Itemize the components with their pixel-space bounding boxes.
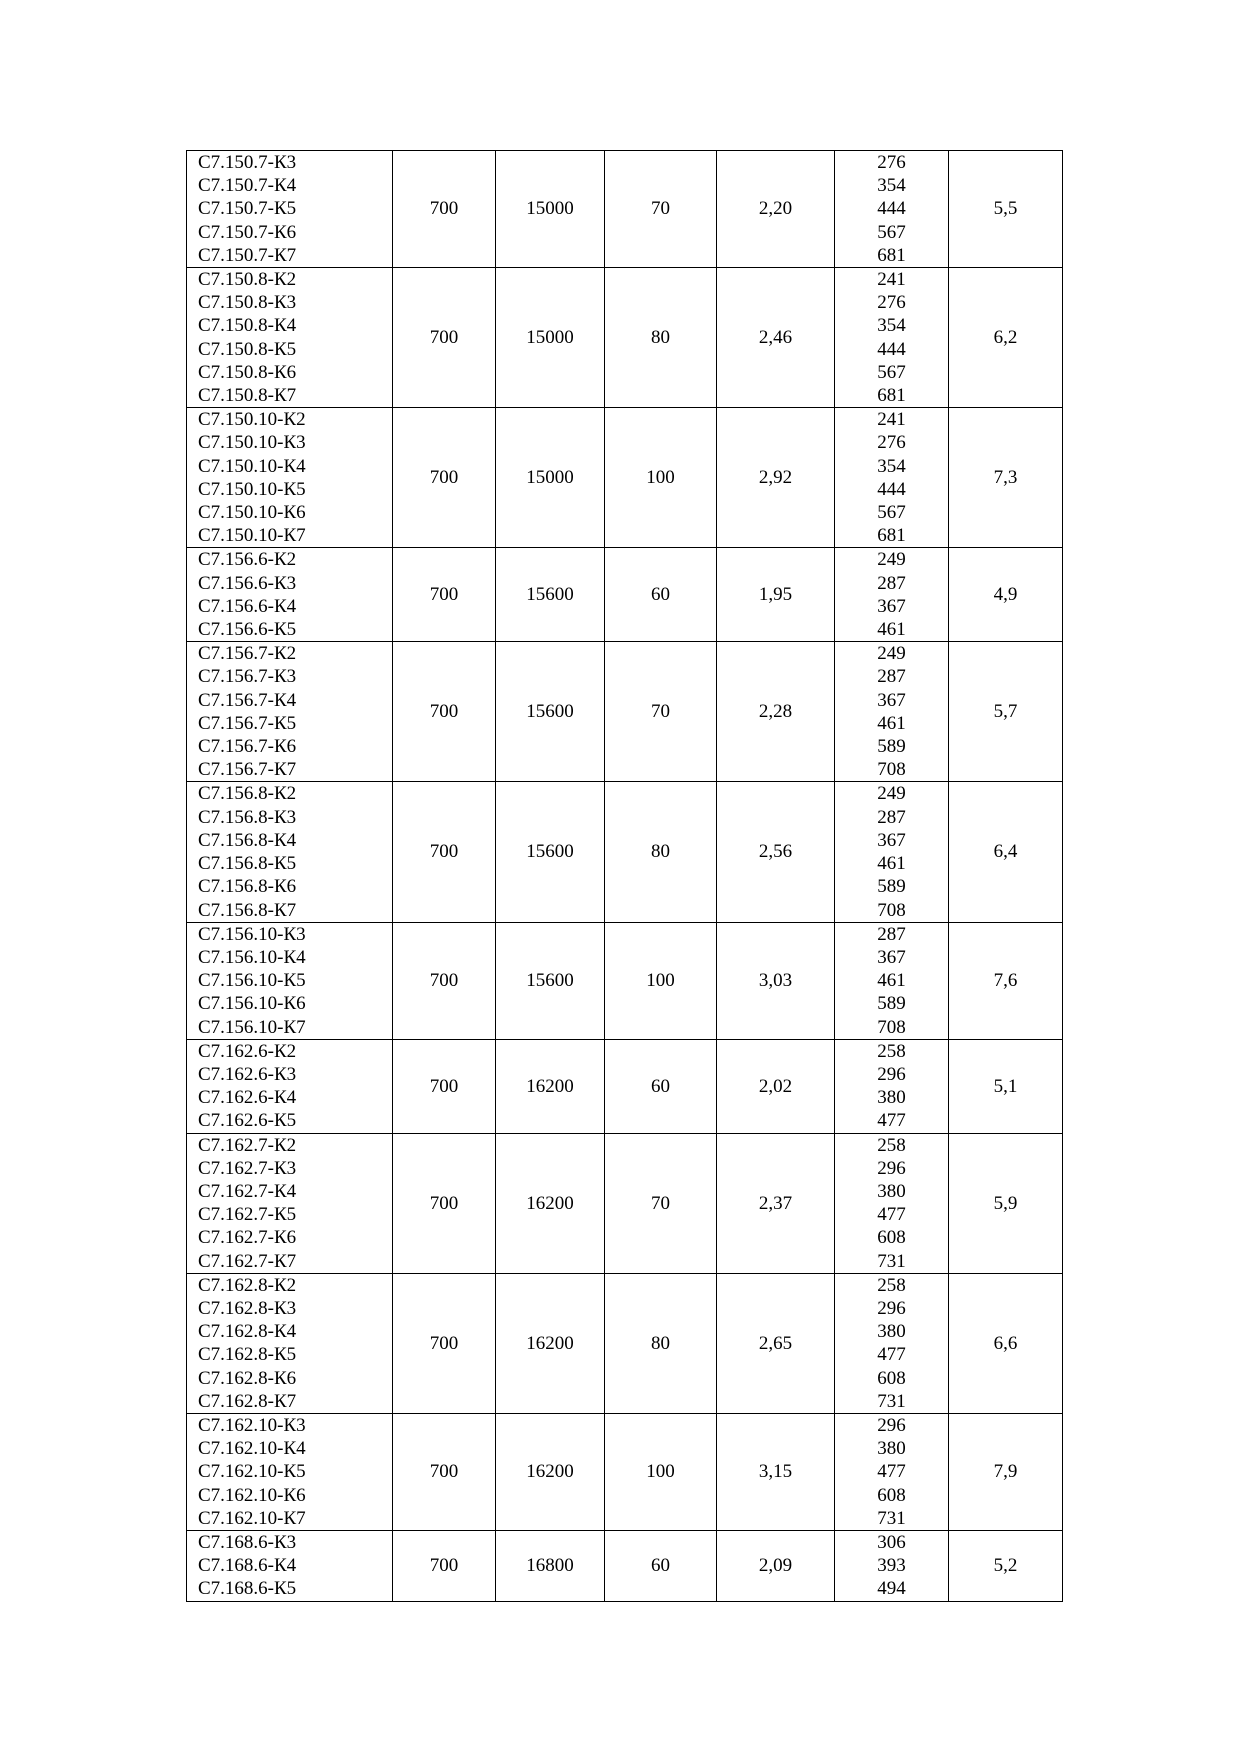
product-code: С7.156.8-К5: [198, 853, 297, 875]
load-value: 380: [877, 1087, 906, 1109]
load-value: 681: [877, 244, 906, 266]
load-value: 589: [877, 993, 906, 1015]
specification-table: [186, 150, 1063, 1602]
load-value: 444: [877, 478, 906, 500]
product-code: С7.162.10-К3: [198, 1414, 306, 1436]
product-code: С7.162.6-К5: [198, 1110, 297, 1132]
load-values-cell: [835, 151, 949, 268]
load-value: 708: [877, 759, 906, 781]
value-cell: 2,28: [717, 642, 835, 782]
load-value: 477: [877, 1461, 906, 1483]
value-cell: 2,65: [717, 1273, 835, 1413]
table-row: [187, 642, 1063, 782]
product-code: С7.150.7-К6: [198, 221, 297, 243]
length-cell: 15000: [496, 408, 605, 548]
table-row: [187, 782, 1063, 922]
product-code: С7.150.10-К5: [198, 478, 306, 500]
value-cell: 5,9: [949, 1133, 1063, 1273]
product-code: С7.156.7-К2: [198, 643, 297, 665]
value-cell: 5,5: [949, 151, 1063, 268]
thickness-cell: 80: [605, 782, 717, 922]
product-code-cell: [187, 1133, 393, 1273]
value-cell: 7,9: [949, 1413, 1063, 1530]
product-code: С7.156.6-К5: [198, 619, 297, 641]
load-value: 567: [877, 221, 906, 243]
table-row: [187, 268, 1063, 408]
load-value: 477: [877, 1344, 906, 1366]
product-code: С7.156.10-К6: [198, 993, 306, 1015]
load-value: 589: [877, 876, 906, 898]
value-cell: 2,56: [717, 782, 835, 922]
load-value: 567: [877, 361, 906, 383]
value-cell: 6,2: [949, 268, 1063, 408]
product-code: С7.150.8-К4: [198, 315, 297, 337]
load-value: 258: [877, 1274, 906, 1296]
thickness-cell: 60: [605, 1530, 717, 1601]
length-cell: 16800: [496, 1530, 605, 1601]
product-code: С7.150.10-К3: [198, 432, 306, 454]
load-values-cell: [835, 1413, 949, 1530]
width-cell: 700: [393, 1133, 496, 1273]
table-row: [187, 548, 1063, 642]
load-value: 567: [877, 502, 906, 524]
load-value: 461: [877, 619, 906, 641]
length-cell: 16200: [496, 1413, 605, 1530]
thickness-cell: 70: [605, 1133, 717, 1273]
table-row: [187, 1039, 1063, 1133]
product-code: С7.150.7-К4: [198, 175, 297, 197]
load-value: 367: [877, 946, 906, 968]
load-value: 444: [877, 198, 906, 220]
load-values-cell: [835, 1133, 949, 1273]
product-code: С7.156.8-К7: [198, 899, 297, 921]
width-cell: 700: [393, 642, 496, 782]
thickness-cell: 70: [605, 151, 717, 268]
product-code: С7.150.10-К2: [198, 409, 306, 431]
product-code: С7.168.6-К4: [198, 1555, 297, 1577]
product-code: С7.162.7-К6: [198, 1227, 297, 1249]
value-cell: 6,4: [949, 782, 1063, 922]
load-value: 608: [877, 1227, 906, 1249]
value-cell: 4,9: [949, 548, 1063, 642]
product-code: С7.150.8-К7: [198, 385, 297, 407]
length-cell: 15600: [496, 548, 605, 642]
width-cell: 700: [393, 1530, 496, 1601]
product-code-cell: [187, 1530, 393, 1601]
product-code: С7.156.10-К3: [198, 923, 306, 945]
length-cell: 15600: [496, 642, 605, 782]
width-cell: 700: [393, 1273, 496, 1413]
product-code-cell: [187, 782, 393, 922]
width-cell: 700: [393, 151, 496, 268]
product-code: С7.156.10-К5: [198, 970, 306, 992]
load-values-cell: [835, 548, 949, 642]
load-value: 731: [877, 1250, 906, 1272]
product-code: С7.150.8-К6: [198, 361, 297, 383]
load-value: 731: [877, 1507, 906, 1529]
product-code: С7.162.7-К4: [198, 1180, 297, 1202]
product-code-cell: [187, 1413, 393, 1530]
length-cell: 15600: [496, 922, 605, 1039]
thickness-cell: 100: [605, 408, 717, 548]
product-code: С7.150.7-К3: [198, 152, 297, 173]
load-value: 249: [877, 643, 906, 665]
width-cell: 700: [393, 922, 496, 1039]
load-value: 681: [877, 385, 906, 407]
load-value: 380: [877, 1321, 906, 1343]
product-code: С7.156.7-К5: [198, 712, 297, 734]
width-cell: 700: [393, 1413, 496, 1530]
product-code-cell: [187, 548, 393, 642]
product-code-cell: [187, 408, 393, 548]
width-cell: 700: [393, 782, 496, 922]
load-value: 354: [877, 315, 906, 337]
product-code: С7.168.6-К5: [198, 1578, 297, 1600]
product-code: С7.162.10-К5: [198, 1461, 306, 1483]
length-cell: 15600: [496, 782, 605, 922]
product-code-cell: [187, 642, 393, 782]
product-code: С7.162.10-К7: [198, 1507, 306, 1529]
load-value: 461: [877, 970, 906, 992]
value-cell: 2,37: [717, 1133, 835, 1273]
product-code: С7.150.8-К2: [198, 269, 297, 291]
product-code: С7.156.6-К2: [198, 549, 297, 571]
product-code: С7.162.8-К5: [198, 1344, 297, 1366]
value-cell: 5,7: [949, 642, 1063, 782]
load-value: 608: [877, 1367, 906, 1389]
load-value: 287: [877, 923, 906, 945]
product-code: С7.156.8-К6: [198, 876, 297, 898]
load-value: 306: [877, 1531, 906, 1553]
load-value: 461: [877, 712, 906, 734]
product-code: С7.156.7-К4: [198, 689, 297, 711]
load-value: 354: [877, 175, 906, 197]
value-cell: 2,46: [717, 268, 835, 408]
load-value: 249: [877, 549, 906, 571]
load-value: 708: [877, 899, 906, 921]
width-cell: 700: [393, 1039, 496, 1133]
value-cell: 3,03: [717, 922, 835, 1039]
load-values-cell: [835, 268, 949, 408]
table-row: [187, 922, 1063, 1039]
product-code: С7.150.7-К5: [198, 198, 297, 220]
length-cell: 15000: [496, 151, 605, 268]
load-value: 367: [877, 689, 906, 711]
product-code: С7.156.7-К3: [198, 666, 297, 688]
thickness-cell: 100: [605, 1413, 717, 1530]
load-value: 354: [877, 455, 906, 477]
product-code: С7.162.6-К4: [198, 1087, 297, 1109]
value-cell: 2,92: [717, 408, 835, 548]
product-code: С7.156.10-К7: [198, 1016, 306, 1038]
value-cell: 3,15: [717, 1413, 835, 1530]
product-code: С7.156.7-К6: [198, 736, 297, 758]
load-value: 494: [877, 1578, 906, 1600]
product-code: С7.168.6-К3: [198, 1531, 297, 1553]
load-value: 241: [877, 269, 906, 291]
load-values-cell: [835, 782, 949, 922]
load-value: 380: [877, 1438, 906, 1460]
load-value: 287: [877, 572, 906, 594]
load-value: 380: [877, 1180, 906, 1202]
product-code: С7.162.7-К3: [198, 1157, 297, 1179]
load-value: 589: [877, 736, 906, 758]
length-cell: 16200: [496, 1133, 605, 1273]
product-code: С7.162.6-К2: [198, 1040, 297, 1062]
table-row: [187, 1413, 1063, 1530]
product-code: С7.162.7-К5: [198, 1204, 297, 1226]
table-row: [187, 1530, 1063, 1601]
load-value: 477: [877, 1204, 906, 1226]
load-value: 258: [877, 1134, 906, 1156]
thickness-cell: 60: [605, 1039, 717, 1133]
value-cell: 2,09: [717, 1530, 835, 1601]
table-body: [187, 151, 1063, 1602]
value-cell: 2,02: [717, 1039, 835, 1133]
load-value: 367: [877, 829, 906, 851]
product-code: С7.162.8-К2: [198, 1274, 297, 1296]
value-cell: 1,95: [717, 548, 835, 642]
thickness-cell: 70: [605, 642, 717, 782]
load-value: 249: [877, 783, 906, 805]
product-code: С7.162.8-К6: [198, 1367, 297, 1389]
load-value: 296: [877, 1063, 906, 1085]
product-code-cell: [187, 151, 393, 268]
load-value: 708: [877, 1016, 906, 1038]
load-value: 296: [877, 1414, 906, 1436]
table-row: [187, 408, 1063, 548]
product-code: С7.156.6-К3: [198, 572, 297, 594]
product-code-cell: [187, 922, 393, 1039]
value-cell: 6,6: [949, 1273, 1063, 1413]
load-value: 393: [877, 1555, 906, 1577]
value-cell: 2,20: [717, 151, 835, 268]
product-code: С7.150.8-К5: [198, 338, 297, 360]
thickness-cell: 100: [605, 922, 717, 1039]
load-values-cell: [835, 922, 949, 1039]
product-code: С7.162.10-К6: [198, 1484, 306, 1506]
product-code-cell: [187, 1039, 393, 1133]
load-value: 731: [877, 1390, 906, 1412]
load-value: 287: [877, 666, 906, 688]
width-cell: 700: [393, 268, 496, 408]
load-value: 296: [877, 1157, 906, 1179]
product-code: С7.156.8-К4: [198, 829, 297, 851]
product-code: С7.150.7-К7: [198, 244, 297, 266]
product-code: С7.156.10-К4: [198, 946, 306, 968]
product-code: С7.162.8-К3: [198, 1297, 297, 1319]
product-code: С7.162.6-К3: [198, 1063, 297, 1085]
product-code: С7.156.8-К3: [198, 806, 297, 828]
value-cell: 5,2: [949, 1530, 1063, 1601]
product-code: С7.162.8-К7: [198, 1390, 297, 1412]
thickness-cell: 60: [605, 548, 717, 642]
value-cell: 7,3: [949, 408, 1063, 548]
thickness-cell: 80: [605, 268, 717, 408]
product-code-cell: [187, 268, 393, 408]
value-cell: 7,6: [949, 922, 1063, 1039]
load-values-cell: [835, 1530, 949, 1601]
load-value: 461: [877, 853, 906, 875]
load-values-cell: [835, 408, 949, 548]
load-value: 367: [877, 595, 906, 617]
load-value: 276: [877, 152, 906, 173]
width-cell: 700: [393, 548, 496, 642]
product-code: С7.162.8-К4: [198, 1321, 297, 1343]
value-cell: 5,1: [949, 1039, 1063, 1133]
load-value: 681: [877, 525, 906, 547]
load-value: 608: [877, 1484, 906, 1506]
load-value: 276: [877, 432, 906, 454]
load-value: 287: [877, 806, 906, 828]
load-value: 444: [877, 338, 906, 360]
product-code: С7.156.7-К7: [198, 759, 297, 781]
product-code: С7.162.7-К7: [198, 1250, 297, 1272]
load-value: 477: [877, 1110, 906, 1132]
product-code: С7.150.10-К7: [198, 525, 306, 547]
table-row: [187, 151, 1063, 268]
product-code: С7.162.7-К2: [198, 1134, 297, 1156]
load-value: 276: [877, 292, 906, 314]
product-code: С7.162.10-К4: [198, 1438, 306, 1460]
load-value: 258: [877, 1040, 906, 1062]
load-values-cell: [835, 1039, 949, 1133]
thickness-cell: 80: [605, 1273, 717, 1413]
load-value: 241: [877, 409, 906, 431]
length-cell: 16200: [496, 1039, 605, 1133]
length-cell: 15000: [496, 268, 605, 408]
load-values-cell: [835, 1273, 949, 1413]
load-values-cell: [835, 642, 949, 782]
product-code: С7.150.10-К4: [198, 455, 306, 477]
length-cell: 16200: [496, 1273, 605, 1413]
width-cell: 700: [393, 408, 496, 548]
product-code: С7.150.8-К3: [198, 292, 297, 314]
table-row: [187, 1273, 1063, 1413]
product-code-cell: [187, 1273, 393, 1413]
product-code: С7.150.10-К6: [198, 502, 306, 524]
table-row: [187, 1133, 1063, 1273]
product-code: С7.156.6-К4: [198, 595, 297, 617]
product-code: С7.156.8-К2: [198, 783, 297, 805]
load-value: 296: [877, 1297, 906, 1319]
